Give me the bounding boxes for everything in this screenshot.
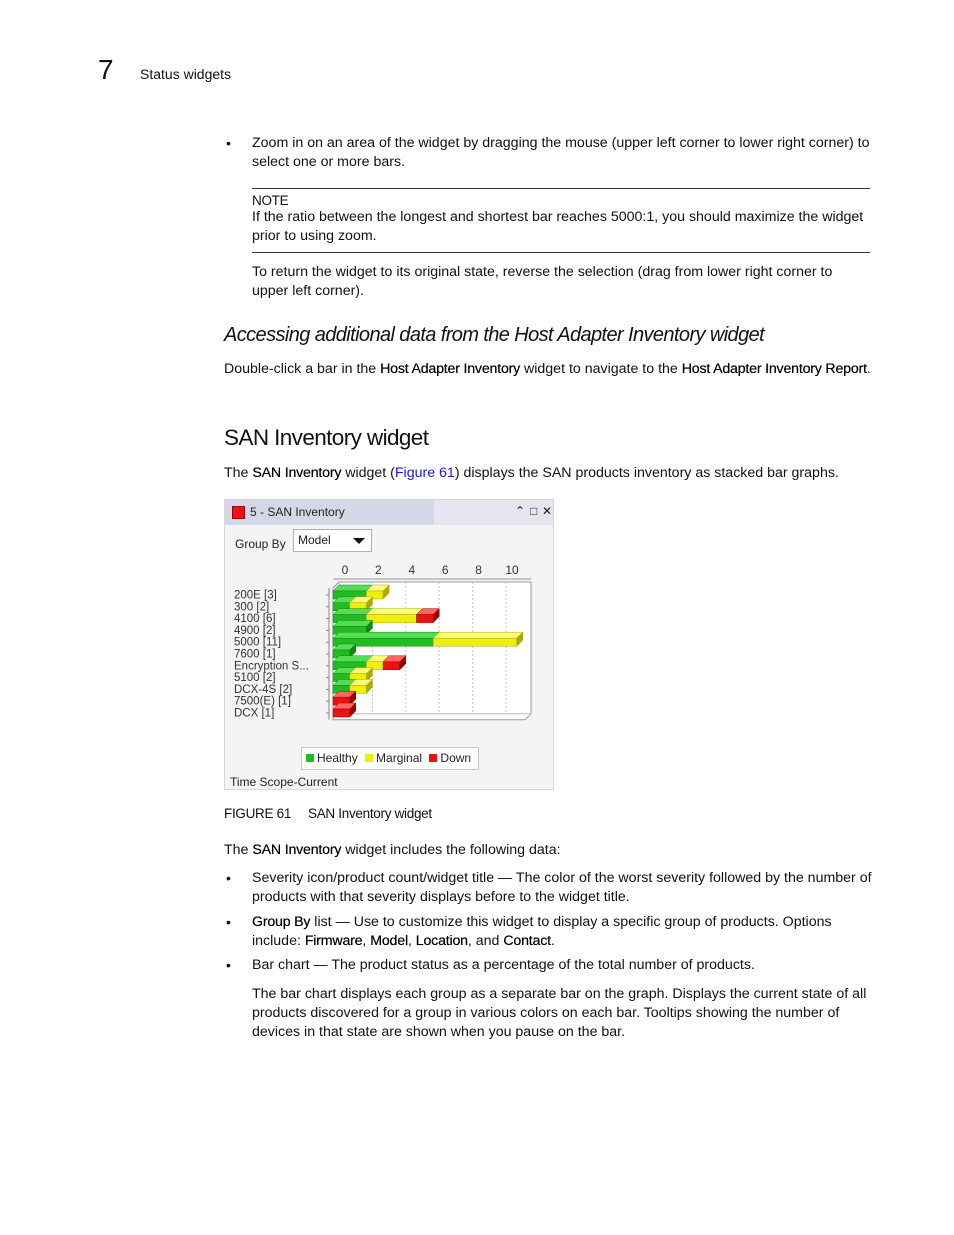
chapter-number: 7 bbox=[98, 54, 114, 85]
bullet-zoom-text: Zoom in on an area of the widget by dragging the mouse (upper left corner to lower right corner) to select one or more bars. bbox=[252, 135, 870, 170]
section-heading-host-adapter: Accessing additional data from the Host Adapter Inventory widget bbox=[224, 324, 765, 346]
note-text: If the ratio between the longest and shortest bar reaches 5000:1, you should maximize the widget prior to using zoom. bbox=[252, 209, 864, 244]
legend-healthy: Healthy bbox=[317, 751, 358, 765]
figure-label: FIGURE 61 bbox=[224, 806, 292, 821]
bar-top-marginal bbox=[366, 609, 422, 615]
category-label: 4900 [2] bbox=[234, 624, 276, 637]
chapter-title: Status widgets bbox=[140, 66, 232, 82]
text-run: Double-click a bar in the bbox=[224, 361, 381, 377]
bar-chart-detail: The bar chart displays each group as a separate bar on the graph. Displays the current state of all products discovered for a group in various colors on each bar. Tooltips showing the number of devices in that state are shown when you pause on the bar. bbox=[252, 986, 867, 1040]
bar-top-healthy bbox=[333, 620, 372, 626]
text-run: list — Use to customize this widget to display a specific group of products. Options include: bbox=[252, 914, 832, 949]
note-top-rule bbox=[252, 188, 870, 189]
legend-marginal: Marginal bbox=[376, 751, 423, 765]
san-intro-paragraph bbox=[224, 464, 872, 483]
ui-term: SAN Inventory bbox=[252, 842, 342, 858]
down-swatch bbox=[429, 754, 437, 762]
text-run: , bbox=[407, 933, 416, 949]
marginal-swatch bbox=[365, 754, 373, 762]
x-tick-label: 8 bbox=[475, 563, 482, 577]
group-by-label: Group By bbox=[235, 537, 286, 551]
bullet-marker: • bbox=[226, 957, 231, 973]
ui-term: Contact bbox=[503, 933, 551, 949]
bullet-marker: • bbox=[226, 135, 231, 151]
bar-marginal bbox=[366, 615, 416, 623]
bullet-marker: • bbox=[226, 870, 231, 886]
collapse-icon[interactable]: ⌃ bbox=[515, 504, 526, 518]
bar-top-marginal bbox=[433, 632, 523, 638]
ui-term: Group By bbox=[252, 914, 311, 930]
x-tick-label: 2 bbox=[375, 563, 382, 577]
ui-term: Model bbox=[370, 933, 408, 949]
healthy-swatch bbox=[306, 754, 314, 762]
bar-top-healthy bbox=[333, 656, 372, 662]
host-adapter-paragraph bbox=[224, 360, 872, 379]
ui-term: Host Adapter Inventory Report bbox=[681, 361, 867, 377]
ui-term: Host Adapter Inventory bbox=[380, 361, 521, 377]
inventory-bar-chart[interactable] bbox=[225, 556, 553, 744]
chevron-down-icon bbox=[353, 538, 365, 544]
chart-legend bbox=[301, 747, 479, 770]
ui-term: SAN Inventory bbox=[252, 465, 342, 481]
note-bottom-rule bbox=[252, 252, 870, 253]
text-run: The bbox=[224, 842, 253, 858]
x-tick-label: 4 bbox=[408, 563, 416, 577]
x-tick-label: 10 bbox=[505, 563, 519, 577]
text-run: ) displays the SAN products inventory as stacked bar graphs. bbox=[454, 465, 839, 481]
group-by-value: Model bbox=[298, 533, 331, 547]
text-run: widget ( bbox=[341, 465, 395, 481]
category-label: 300 [2] bbox=[234, 601, 270, 614]
category-label: 5000 [11] bbox=[234, 636, 282, 649]
category-label: 7500(E) [1] bbox=[234, 695, 291, 708]
bullet-bar-chart-text: Bar chart — The product status as a percentage of the total number of products. bbox=[252, 957, 755, 973]
bar-top-healthy bbox=[333, 632, 439, 638]
category-label: 5100 [2] bbox=[234, 672, 276, 685]
category-label: 4100 [6] bbox=[234, 613, 276, 626]
text-run: widget includes the following data: bbox=[341, 842, 561, 858]
text-run: , bbox=[362, 933, 371, 949]
legend-down: Down bbox=[440, 751, 472, 765]
bullet-severity-text: Severity icon/product count/widget title — The color of the worst severity followed by the number of products with that severity displays before to the widget title. bbox=[252, 870, 872, 905]
figure-link[interactable]: Figure 61 bbox=[394, 465, 455, 481]
text-run: widget to navigate to the bbox=[520, 361, 682, 377]
ui-term: Firmware bbox=[304, 933, 363, 949]
maximize-icon[interactable]: □ bbox=[530, 504, 538, 518]
severity-icon bbox=[232, 506, 245, 519]
category-label: 7600 [1] bbox=[234, 648, 276, 661]
bullet-marker: • bbox=[226, 914, 231, 930]
x-tick-label: 6 bbox=[441, 563, 449, 577]
text-run: The bbox=[224, 465, 253, 481]
includes-paragraph bbox=[224, 841, 872, 860]
bar-down bbox=[383, 662, 400, 670]
san-inventory-widget bbox=[224, 499, 554, 790]
text-run: . bbox=[866, 361, 871, 377]
bar-top-healthy bbox=[333, 609, 372, 615]
text-run: , and bbox=[467, 933, 504, 949]
return-text: To return the widget to its original state, reverse the selection (drag from lower right corner to upper left corner). bbox=[252, 264, 833, 299]
category-label: DCX-4S [2] bbox=[234, 683, 293, 696]
category-label: Encryption S... bbox=[234, 660, 309, 673]
figure-caption: SAN Inventory widget bbox=[308, 806, 432, 821]
note-label: NOTE bbox=[252, 193, 289, 208]
group-by-select[interactable] bbox=[293, 529, 372, 552]
bar-top-healthy bbox=[333, 585, 372, 591]
category-label: DCX [1] bbox=[234, 707, 275, 720]
widget-title: 5 - SAN Inventory bbox=[250, 505, 345, 519]
close-icon[interactable]: ✕ bbox=[542, 504, 553, 518]
text-run: . bbox=[550, 933, 555, 949]
section-heading-san-inventory: SAN Inventory widget bbox=[224, 425, 429, 450]
x-tick-label: 0 bbox=[341, 563, 349, 577]
bar-down bbox=[417, 615, 434, 623]
bar-marginal bbox=[433, 638, 517, 646]
bullet-group-by-text bbox=[252, 913, 872, 951]
category-label: 200E [3] bbox=[234, 589, 277, 602]
note-block bbox=[252, 191, 872, 246]
time-scope: Time Scope-Current bbox=[230, 775, 338, 789]
bar-down bbox=[333, 709, 350, 717]
ui-term: Location bbox=[415, 933, 468, 949]
